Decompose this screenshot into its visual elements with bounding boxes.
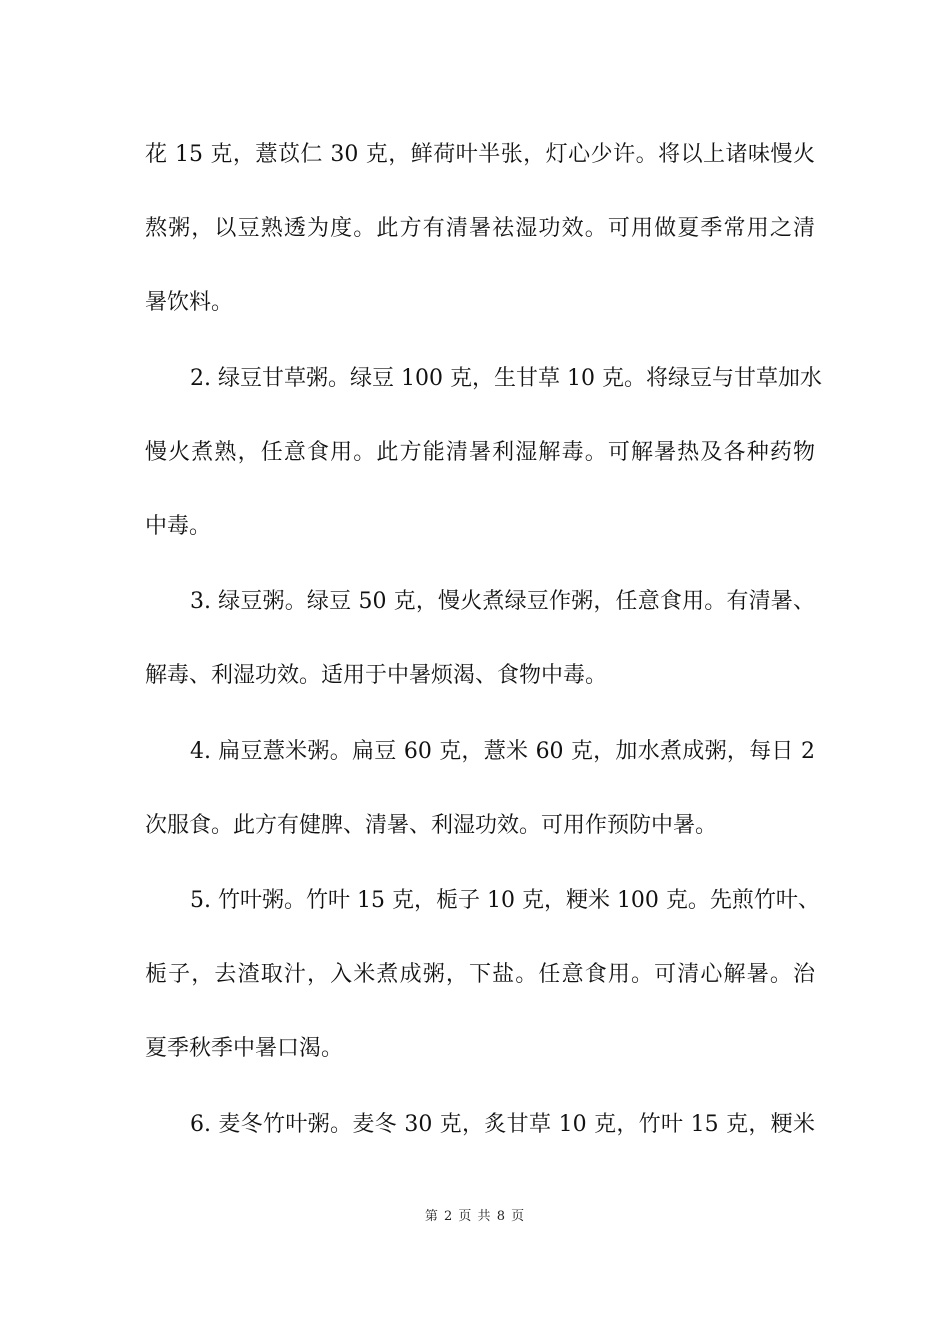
text-line: 4. 扁豆薏米粥。扁豆 60 克，薏米 60 克，加水煮成粥，每日 2	[190, 739, 815, 764]
text-line: 5. 竹叶粥。竹叶 15 克，栀子 10 克，粳米 100 克。先煎竹叶、	[190, 888, 820, 913]
text-line: 熬粥，以豆熟透为度。此方有清暑祛湿功效。可用做夏季常用之清	[145, 216, 815, 241]
page-footer: 第 2 页 共 8 页	[424, 1209, 526, 1224]
text-line: 中毒。	[145, 514, 212, 539]
text-line: 2. 绿豆甘草粥。绿豆 100 克，生甘草 10 克。将绿豆与甘草加水	[190, 366, 822, 391]
text-line: 暑饮料。	[145, 290, 234, 315]
text-line: 3. 绿豆粥。绿豆 50 克，慢火煮绿豆作粥，任意食用。有清暑、	[190, 589, 815, 614]
text-line: 栀子，去渣取汁，入米煮成粥，下盐。任意食用。可清心解暑。治	[145, 962, 815, 987]
text-line: 6. 麦冬竹叶粥。麦冬 30 克，炙甘草 10 克，竹叶 15 克，粳米	[190, 1112, 815, 1137]
text-line: 花 15 克，薏苡仁 30 克，鲜荷叶半张，灯心少许。将以上诸味慢火	[145, 142, 815, 167]
text-line: 慢火煮熟，任意食用。此方能清暑利湿解毒。可解暑热及各种药物	[145, 440, 815, 465]
text-line: 次服食。此方有健脾、清暑、利湿功效。可用作预防中暑。	[145, 813, 718, 838]
text-line: 夏季秋季中暑口渴。	[145, 1036, 344, 1061]
text-line: 解毒、利湿功效。适用于中暑烦渴、食物中毒。	[145, 663, 608, 688]
